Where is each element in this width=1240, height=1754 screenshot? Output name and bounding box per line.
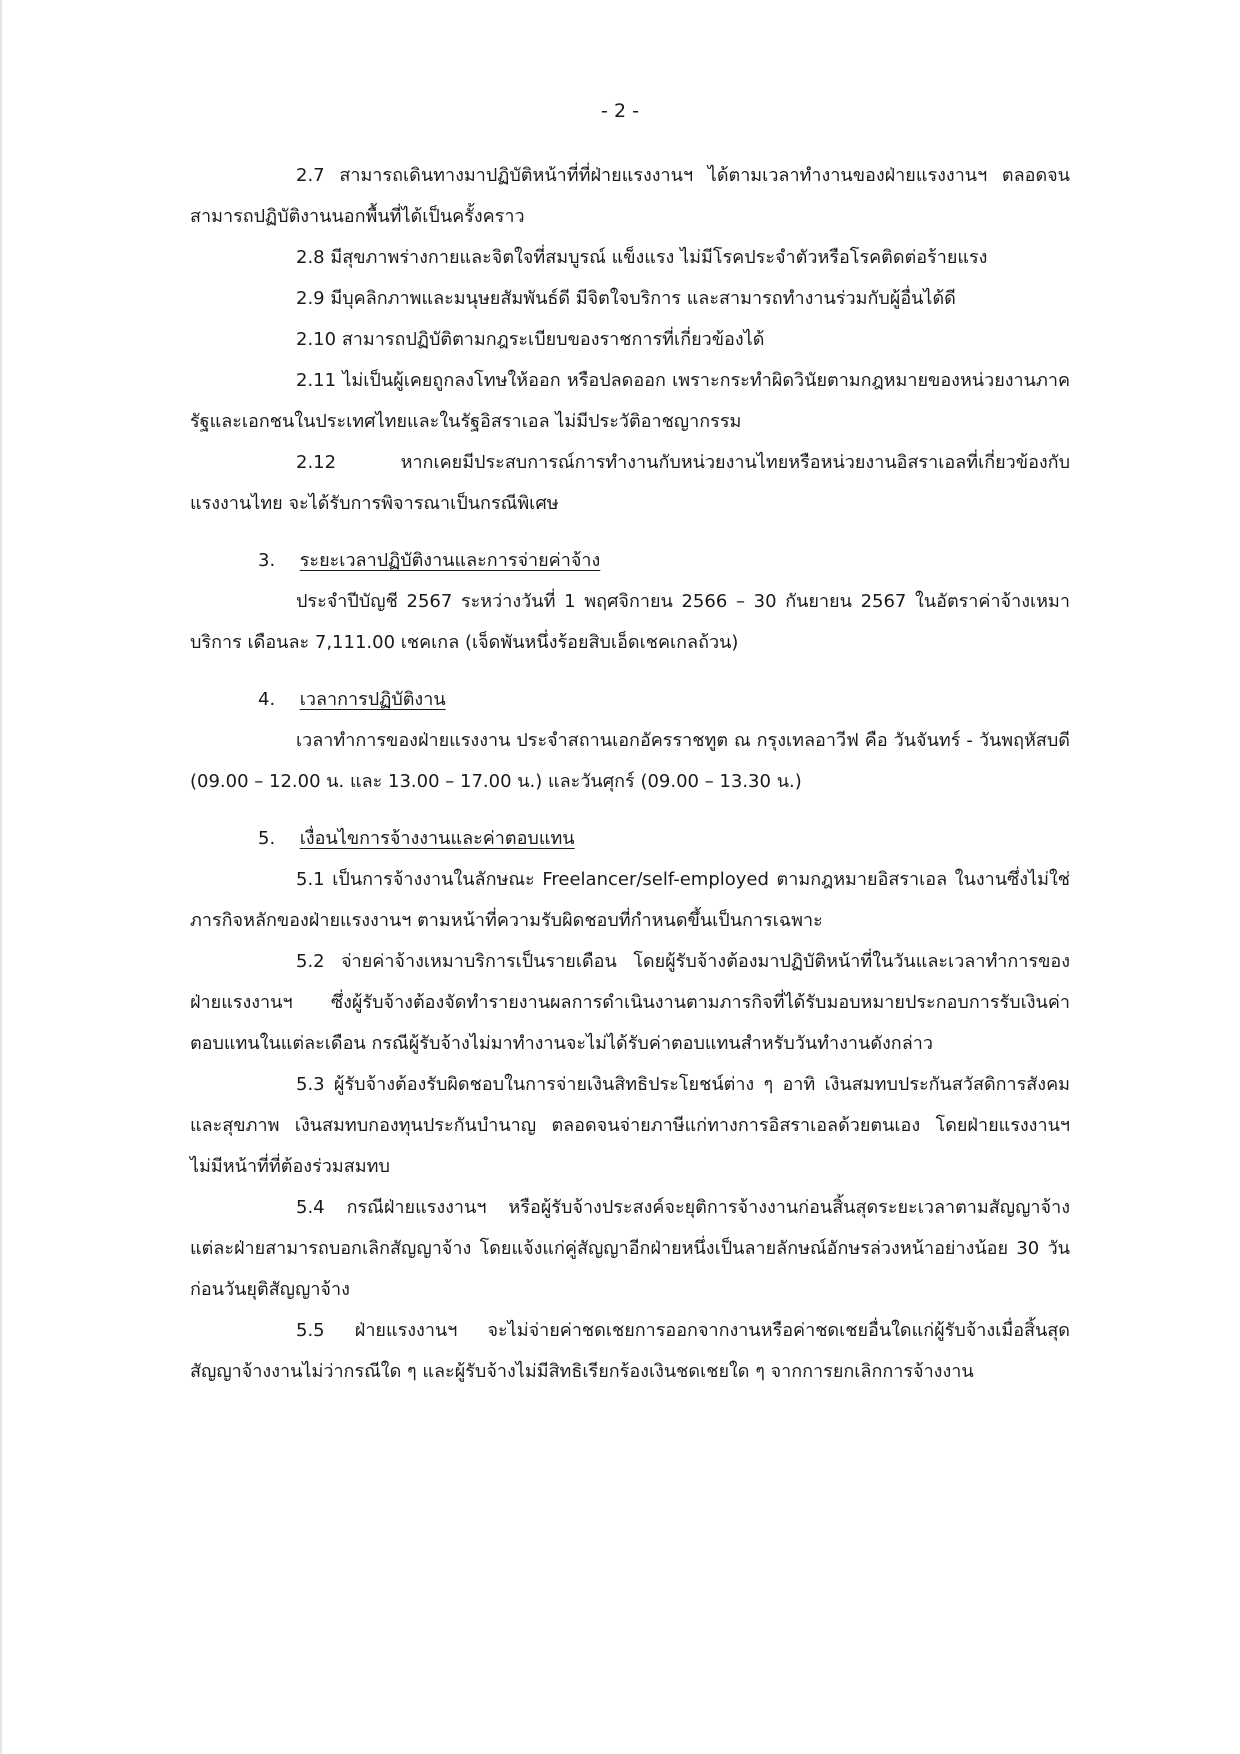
section-number: 4.	[258, 689, 276, 710]
item-label: 2.9	[296, 288, 325, 309]
item-5-1	[190, 859, 1070, 941]
item-label: 2.7	[296, 165, 325, 186]
item-5-3	[190, 1064, 1070, 1187]
item-label: 2.11	[296, 370, 337, 391]
page-number: - 2 -	[601, 100, 639, 122]
item-text: มีบุคลิกภาพและมนุษยสัมพันธ์ดี มีจิตใจบริการ และสามารถทำงานร่วมกับผู้อื่นได้ดี	[330, 288, 956, 309]
item-text: ไม่เป็นผู้เคยถูกลงโทษให้ออก หรือปลดออก เพราะกระทำผิดวินัยตามกฎหมายของหน่วยงานภาครัฐและเอกชนในประเทศไทยและในรัฐอิสราเอล ไม่มีประวัติอาชญากรรม	[190, 370, 1070, 432]
item-label: 5.4	[296, 1197, 325, 1218]
item-label: 5.5	[296, 1320, 325, 1341]
section-4-heading	[190, 679, 1070, 720]
item-label: 5.2	[296, 951, 325, 972]
item-label: 2.12	[296, 452, 337, 473]
item-text: กรณีฝ่ายแรงงานฯ หรือผู้รับจ้างประสงค์จะยุติการจ้างงานก่อนสิ้นสุดระยะเวลาตามสัญญาจ้าง แต่ละฝ่ายสามารถบอกเลิกสัญญาจ้าง โดยแจ้งแก่คู่สัญญาอีกฝ่ายหนึ่งเป็นลายลักษณ์อักษรล่วงหน้าอย่างน้อย 30 วัน ก่อนวันยุติสัญญาจ้าง	[190, 1197, 1070, 1300]
section-title: ระยะเวลาปฏิบัติงานและการจ่ายค่าจ้าง	[299, 550, 601, 571]
item-text: สามารถเดินทางมาปฏิบัติหน้าที่ที่ฝ่ายแรงงานฯ ได้ตามเวลาทำงานของฝ่ายแรงงานฯ ตลอดจนสามารถปฏิบัติงานนอกพื้นที่ได้เป็นครั้งคราว	[190, 165, 1070, 227]
item-2-7	[190, 155, 1070, 237]
section-title: เงื่อนไขการจ้างงานและค่าตอบแทน	[299, 828, 575, 849]
section-4-body: เวลาทำการของฝ่ายแรงงาน ประจำสถานเอกอัครราชทูต ณ กรุงเทลอาวีฟ คือ วันจันทร์ - วันพฤหัสบดี (09.00 – 12.00 น. และ 13.00 – 17.00 น.) และวันศุกร์ (09.00 – 13.30 น.)	[190, 730, 1070, 792]
item-text: ผู้รับจ้างต้องรับผิดชอบในการจ่ายเงินสิทธิประโยชน์ต่าง ๆ อาทิ เงินสมทบประกันสวัสดิการสังคมและสุขภาพ เงินสมทบกองทุนประกันบำนาญ ตลอดจนจ่ายภาษีแก่ทางการอิสราเอลด้วยตนเอง โดยฝ่ายแรงงานฯ ไม่มีหน้าที่ที่ต้องร่วมสมทบ	[190, 1074, 1070, 1177]
item-2-12	[190, 442, 1070, 524]
item-text: ฝ่ายแรงงานฯ จะไม่จ่ายค่าชดเชยการออกจากงานหรือค่าชดเชยอื่นใดแก่ผู้รับจ้างเมื่อสิ้นสุดสัญญาจ้างงานไม่ว่ากรณีใด ๆ และผู้รับจ้างไม่มีสิทธิเรียกร้องเงินชดเชยใด ๆ จากการยกเลิกการจ้างงาน	[190, 1320, 1070, 1382]
item-label: 5.1	[296, 869, 325, 890]
item-label: 2.8	[296, 247, 325, 268]
scan-edge-line	[0, 0, 2, 1754]
section-number: 3.	[258, 550, 276, 571]
section-3-heading	[190, 540, 1070, 581]
item-5-2	[190, 941, 1070, 1064]
section-title: เวลาการปฏิบัติงาน	[299, 689, 446, 710]
item-text: สามารถปฏิบัติตามกฎระเบียบของราชการที่เกี่ยวข้องได้	[341, 329, 765, 350]
section-5-heading	[190, 818, 1070, 859]
document-body	[190, 155, 1070, 1392]
item-text: มีสุขภาพร่างกายและจิตใจที่สมบูรณ์ แข็งแรง ไม่มีโรคประจำตัวหรือโรคติดต่อร้ายแรง	[330, 247, 988, 268]
section-3-body: ประจำปีบัญชี 2567 ระหว่างวันที่ 1 พฤศจิกายน 2566 – 30 กันยายน 2567 ในอัตราค่าจ้างเหมาบริการ เดือนละ 7,111.00 เชคเกล (เจ็ดพันหนึ่งร้อยสิบเอ็ดเชคเกลถ้วน)	[190, 591, 1070, 653]
item-label: 2.10	[296, 329, 337, 350]
section-number: 5.	[258, 828, 276, 849]
item-2-10	[190, 319, 1070, 360]
item-text: จ่ายค่าจ้างเหมาบริการเป็นรายเดือน โดยผู้รับจ้างต้องมาปฏิบัติหน้าที่ในวันและเวลาทำการของฝ่ายแรงงานฯ ซึ่งผู้รับจ้างต้องจัดทำรายงานผลการดำเนินงานตามภารกิจที่ได้รับมอบหมายประกอบการรับเงินค่าตอบแทนในแต่ละเดือน กรณีผู้รับจ้างไม่มาทำงานจะไม่ได้รับค่าตอบแทนสำหรับวันทำงานดังกล่าว	[190, 951, 1070, 1054]
item-2-11	[190, 360, 1070, 442]
item-text: หากเคยมีประสบการณ์การทำงานกับหน่วยงานไทยหรือหน่วยงานอิสราเอลที่เกี่ยวข้องกับแรงงานไทย จะได้รับการพิจารณาเป็นกรณีพิเศษ	[190, 452, 1070, 514]
item-text: เป็นการจ้างงานในลักษณะ Freelancer/self-employed ตามกฎหมายอิสราเอล ในงานซึ่งไม่ใช่ภารกิจหลักของฝ่ายแรงงานฯ ตามหน้าที่ความรับผิดชอบที่กำหนดขึ้นเป็นการเฉพาะ	[190, 869, 1070, 931]
item-5-4	[190, 1187, 1070, 1310]
item-2-8	[190, 237, 1070, 278]
item-5-5	[190, 1310, 1070, 1392]
item-2-9	[190, 278, 1070, 319]
item-label: 5.3	[296, 1074, 325, 1095]
